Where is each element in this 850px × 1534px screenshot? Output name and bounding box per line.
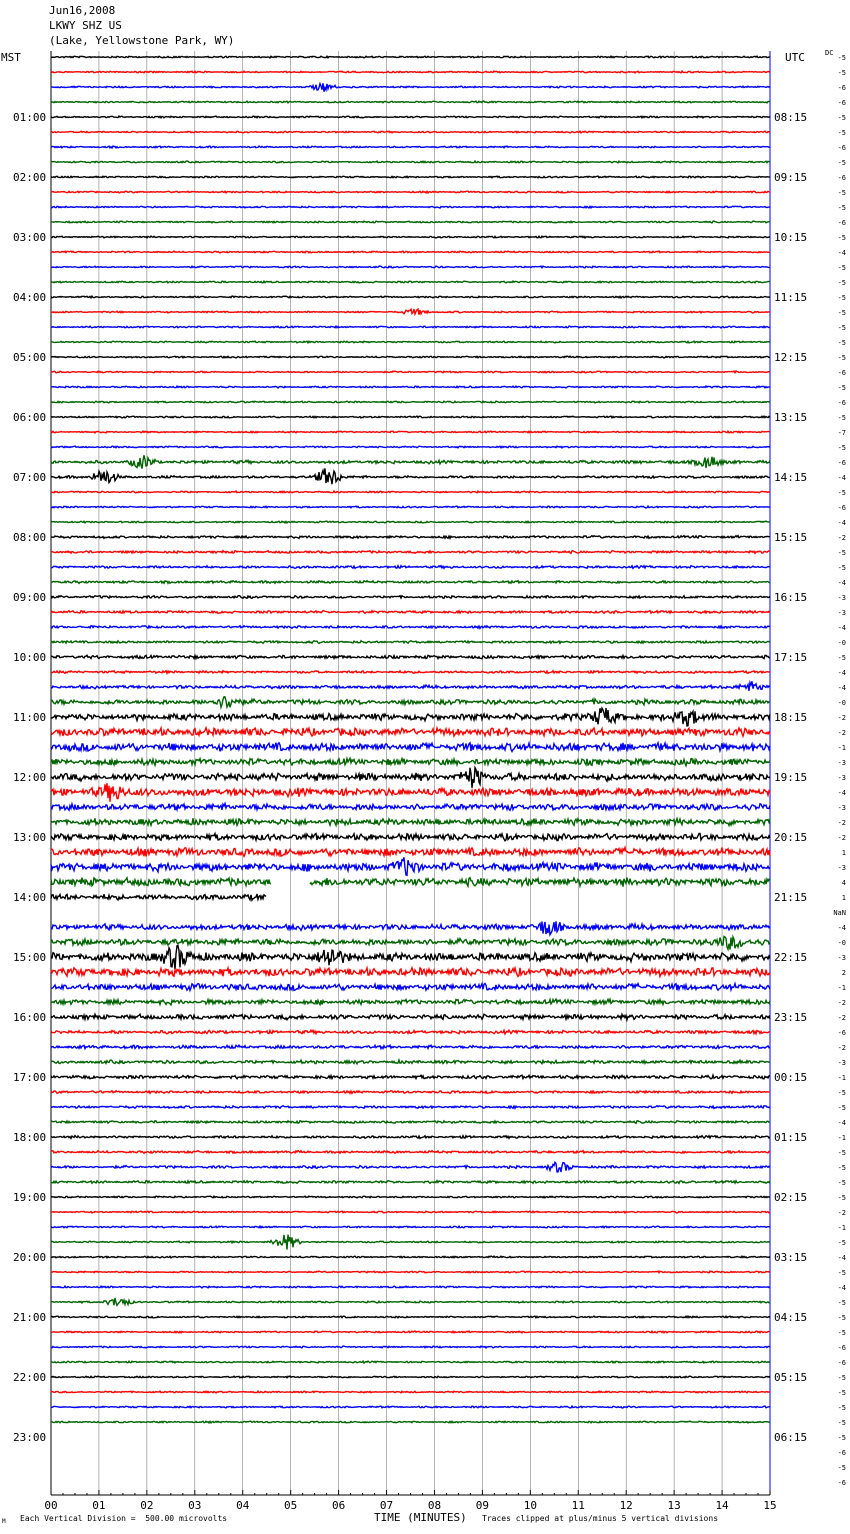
right-hour-label: 23:15 bbox=[774, 1011, 808, 1024]
left-hour-label: 07:00 bbox=[13, 471, 47, 484]
dc-offset-value: -6 bbox=[837, 1479, 846, 1487]
trace-row bbox=[51, 116, 770, 118]
x-tick-label: 07 bbox=[379, 1499, 394, 1512]
scale-note: Each Vertical Division = 500.00 microvolts bbox=[20, 1514, 228, 1523]
dc-offset-value: -4 bbox=[837, 1254, 846, 1262]
dc-offset-value: -3 bbox=[837, 1059, 846, 1067]
trace-row bbox=[51, 1346, 770, 1348]
dc-offset-value: -5 bbox=[837, 1419, 846, 1427]
trace-row bbox=[51, 521, 770, 523]
right-hour-label: 08:15 bbox=[774, 111, 808, 124]
trace-row bbox=[51, 999, 770, 1005]
trace-row bbox=[51, 1091, 770, 1094]
trace-row bbox=[51, 221, 770, 223]
trace-row bbox=[51, 1211, 770, 1213]
dc-offset-value: -6 bbox=[837, 459, 846, 467]
x-tick-label: 02 bbox=[140, 1499, 154, 1512]
right-hour-label: 18:15 bbox=[774, 711, 808, 724]
trace-row bbox=[51, 1235, 770, 1250]
dc-offset-value: -4 bbox=[837, 669, 846, 677]
x-tick-label: 05 bbox=[284, 1499, 298, 1512]
dc-offset-value: -5 bbox=[837, 1104, 846, 1112]
dc-offset-value: -3 bbox=[837, 594, 846, 602]
trace-row bbox=[51, 566, 770, 569]
left-hour-label: 13:00 bbox=[13, 831, 47, 844]
left-hour-label: 05:00 bbox=[13, 351, 47, 364]
dc-offset-value: -5 bbox=[837, 159, 846, 167]
dc-offset-value: -1 bbox=[837, 1224, 846, 1232]
dc-offset-value: -5 bbox=[837, 114, 846, 122]
right-hour-label: 14:15 bbox=[774, 471, 808, 484]
trace-row bbox=[51, 1361, 770, 1363]
dc-offset-value: 4 bbox=[841, 879, 846, 887]
left-hour-label: 19:00 bbox=[13, 1191, 47, 1204]
trace-row bbox=[51, 596, 770, 599]
right-hour-label: 17:15 bbox=[774, 651, 808, 664]
dc-offset-value: -5 bbox=[837, 1434, 846, 1442]
station-code: LKWY SHZ US bbox=[49, 19, 122, 32]
trace-row bbox=[51, 611, 770, 614]
dc-offset-value: -4 bbox=[837, 1284, 846, 1292]
right-hour-label: 12:15 bbox=[774, 351, 808, 364]
trace-row bbox=[51, 236, 770, 238]
dc-offset-value: -0 bbox=[837, 699, 846, 707]
corner-mark: M bbox=[2, 1518, 6, 1525]
trace-row bbox=[51, 131, 770, 133]
dc-offset-value: -5 bbox=[837, 564, 846, 572]
dc-offset-value: -5 bbox=[837, 189, 846, 197]
trace-row bbox=[51, 1421, 770, 1423]
right-hour-label: 02:15 bbox=[774, 1191, 808, 1204]
trace-row bbox=[51, 1391, 770, 1393]
trace-row bbox=[51, 708, 770, 726]
trace-row bbox=[51, 161, 770, 163]
dc-offset-value: -4 bbox=[837, 519, 846, 527]
trace-row bbox=[51, 1226, 770, 1228]
trace-row bbox=[51, 401, 770, 403]
dc-offset-value: -3 bbox=[837, 954, 846, 962]
dc-offset-value: 2 bbox=[841, 969, 846, 977]
dc-offset-value: -5 bbox=[837, 654, 846, 662]
dc-offset-value: -4 bbox=[837, 249, 846, 257]
dc-offset-value: -6 bbox=[837, 1359, 846, 1367]
left-hour-label: 21:00 bbox=[13, 1311, 47, 1324]
trace-row bbox=[51, 446, 770, 448]
dc-offset-value: -5 bbox=[837, 1389, 846, 1397]
dc-offset-value: -5 bbox=[837, 1329, 846, 1337]
dc-offset-value: -5 bbox=[837, 1164, 846, 1172]
trace-row bbox=[51, 833, 770, 841]
trace-row bbox=[51, 468, 770, 484]
dc-offset-value: -5 bbox=[837, 1179, 846, 1187]
dc-offset-value: -5 bbox=[837, 1374, 846, 1382]
trace-row bbox=[51, 356, 770, 358]
dc-offset-value: -3 bbox=[837, 864, 846, 872]
left-hour-label: 14:00 bbox=[13, 891, 47, 904]
trace-row bbox=[51, 551, 770, 554]
dc-offset-value: -5 bbox=[837, 204, 846, 212]
right-hour-label: 04:15 bbox=[774, 1311, 808, 1324]
trace-row bbox=[51, 626, 770, 629]
dc-offset-value: -5 bbox=[837, 234, 846, 242]
dc-offset-value: -3 bbox=[837, 774, 846, 782]
trace-row bbox=[51, 641, 770, 644]
dc-offset-header: DC bbox=[825, 49, 834, 57]
trace-row bbox=[51, 1060, 770, 1064]
dc-offset-value: -5 bbox=[837, 1194, 846, 1202]
left-hour-label: 11:00 bbox=[13, 711, 47, 724]
dc-offset-value: -6 bbox=[837, 84, 846, 92]
x-tick-label: 06 bbox=[331, 1499, 346, 1512]
dc-offset-value: -5 bbox=[837, 1314, 846, 1322]
right-hour-label: 11:15 bbox=[774, 291, 808, 304]
trace-row bbox=[51, 1075, 770, 1079]
trace-row bbox=[51, 309, 770, 315]
x-tick-label: 04 bbox=[236, 1499, 250, 1512]
x-tick-label: 08 bbox=[427, 1499, 442, 1512]
trace-row bbox=[51, 101, 770, 103]
right-hour-label: 22:15 bbox=[774, 951, 808, 964]
dc-offset-value: -5 bbox=[837, 1239, 846, 1247]
trace-row bbox=[51, 968, 770, 977]
trace-row bbox=[51, 878, 770, 887]
dc-offset-value: -5 bbox=[837, 279, 846, 287]
clip-note: Traces clipped at plus/minus 5 vertical divisions bbox=[482, 1514, 719, 1523]
dc-offset-value: -6 bbox=[837, 99, 846, 107]
trace-row bbox=[51, 984, 770, 991]
trace-row bbox=[51, 146, 770, 148]
x-axis-title: TIME (MINUTES) bbox=[374, 1511, 467, 1524]
trace-row bbox=[51, 1014, 770, 1020]
trace-row bbox=[51, 848, 770, 857]
dc-offset-value: -6 bbox=[837, 174, 846, 182]
left-timezone-label: MST bbox=[1, 51, 21, 64]
trace-row bbox=[51, 1331, 770, 1333]
dc-offset-value: -6 bbox=[837, 219, 846, 227]
trace-row bbox=[51, 491, 770, 493]
dc-offset-value: -5 bbox=[837, 354, 846, 362]
trace-row bbox=[51, 697, 770, 708]
right-hour-label: 01:15 bbox=[774, 1131, 808, 1144]
trace-row bbox=[51, 671, 770, 674]
left-hour-label: 15:00 bbox=[13, 951, 47, 964]
right-hour-label: 03:15 bbox=[774, 1251, 808, 1264]
dc-offset-value: -5 bbox=[837, 444, 846, 452]
trace-row bbox=[51, 191, 770, 193]
trace-row bbox=[51, 655, 770, 659]
trace-row bbox=[51, 783, 770, 802]
dc-offset-value: -3 bbox=[837, 759, 846, 767]
trace-row bbox=[51, 857, 770, 875]
trace-row bbox=[51, 1376, 770, 1378]
right-hour-label: 21:15 bbox=[774, 891, 808, 904]
trace-row bbox=[51, 804, 770, 811]
trace-row bbox=[51, 281, 770, 283]
trace-row bbox=[51, 1106, 770, 1109]
trace-row bbox=[51, 1196, 770, 1198]
trace-row bbox=[51, 1271, 770, 1273]
x-tick-label: 11 bbox=[571, 1499, 585, 1512]
dc-offset-value: -5 bbox=[837, 549, 846, 557]
dc-offset-value: -4 bbox=[837, 684, 846, 692]
left-hour-label: 16:00 bbox=[13, 1011, 47, 1024]
right-hour-label: 10:15 bbox=[774, 231, 808, 244]
dc-offset-value: -5 bbox=[837, 414, 846, 422]
dc-offset-value: -5 bbox=[837, 69, 846, 77]
left-hour-label: 02:00 bbox=[13, 171, 47, 184]
left-hour-label: 03:00 bbox=[13, 231, 47, 244]
left-hour-label: 12:00 bbox=[13, 771, 47, 784]
trace-row bbox=[51, 341, 770, 343]
trace-row bbox=[51, 1406, 770, 1408]
right-hour-label: 19:15 bbox=[774, 771, 808, 784]
trace-row bbox=[51, 83, 770, 92]
dc-offset-value: -2 bbox=[837, 534, 846, 542]
dc-offset-value: 1 bbox=[841, 849, 846, 857]
trace-row bbox=[51, 1181, 770, 1184]
trace-row bbox=[51, 266, 770, 268]
trace-row bbox=[51, 206, 770, 208]
x-tick-label: 00 bbox=[44, 1499, 58, 1512]
dc-offset-value: -5 bbox=[837, 1464, 846, 1472]
dc-offset-value: -4 bbox=[837, 624, 846, 632]
right-hour-label: 20:15 bbox=[774, 831, 808, 844]
trace-row bbox=[51, 936, 770, 949]
dc-offset-value: -1 bbox=[837, 1134, 846, 1142]
trace-row bbox=[51, 1286, 770, 1288]
left-hour-label: 17:00 bbox=[13, 1071, 47, 1084]
dc-offset-value: 1 bbox=[841, 894, 846, 902]
trace-row bbox=[51, 506, 770, 508]
dc-offset-value: -5 bbox=[837, 309, 846, 317]
dc-offset-value: -5 bbox=[837, 264, 846, 272]
x-tick-label: 14 bbox=[715, 1499, 729, 1512]
trace-row bbox=[51, 1121, 770, 1124]
dc-offset-value: -4 bbox=[837, 789, 846, 797]
trace-row bbox=[51, 894, 770, 900]
trace-row bbox=[51, 71, 770, 73]
trace-row bbox=[51, 56, 770, 58]
dc-offset-value: -5 bbox=[837, 384, 846, 392]
trace-row bbox=[51, 1316, 770, 1318]
dc-offset-value: -5 bbox=[837, 324, 846, 332]
x-tick-label: 13 bbox=[667, 1499, 681, 1512]
dc-offset-value: -2 bbox=[837, 714, 846, 722]
dc-offset-value: -0 bbox=[837, 639, 846, 647]
trace-row bbox=[51, 743, 770, 752]
trace-row bbox=[51, 1045, 770, 1048]
trace-row bbox=[51, 1151, 770, 1154]
dc-offset-value: -5 bbox=[837, 294, 846, 302]
trace-row bbox=[51, 728, 770, 736]
dc-offset-value: -5 bbox=[837, 339, 846, 347]
dc-offset-value: -1 bbox=[837, 984, 846, 992]
dc-offset-value: -6 bbox=[837, 1029, 846, 1037]
dc-offset-value: -5 bbox=[837, 1089, 846, 1097]
trace-row bbox=[51, 176, 770, 178]
dc-offset-value: -5 bbox=[837, 1149, 846, 1157]
dc-offset-value: -6 bbox=[837, 1449, 846, 1457]
seismic-traces bbox=[51, 56, 770, 1423]
right-hour-label: 15:15 bbox=[774, 531, 808, 544]
trace-row bbox=[51, 1030, 770, 1034]
dc-offset-value: -2 bbox=[837, 834, 846, 842]
dc-offset-value: -6 bbox=[837, 1344, 846, 1352]
dc-offset-value: -5 bbox=[837, 129, 846, 137]
left-hour-label: 22:00 bbox=[13, 1371, 47, 1384]
right-hour-label: 16:15 bbox=[774, 591, 808, 604]
x-tick-label: 10 bbox=[523, 1499, 537, 1512]
dc-offset-value: -1 bbox=[837, 1074, 846, 1082]
trace-row bbox=[51, 1256, 770, 1258]
left-hour-label: 01:00 bbox=[13, 111, 47, 124]
dc-offset-value: -2 bbox=[837, 1209, 846, 1217]
left-hour-label: 06:00 bbox=[13, 411, 47, 424]
right-timezone-label: UTC bbox=[785, 51, 805, 64]
dc-offset-value: -3 bbox=[837, 804, 846, 812]
trace-row bbox=[51, 758, 770, 765]
dc-offset-value: -6 bbox=[837, 504, 846, 512]
right-hour-label: 05:15 bbox=[774, 1371, 808, 1384]
dc-offset-value: -5 bbox=[837, 1404, 846, 1412]
trace-row bbox=[51, 1298, 770, 1306]
trace-row bbox=[51, 768, 770, 788]
dc-offset-value: -5 bbox=[837, 1269, 846, 1277]
x-tick-label: 03 bbox=[188, 1499, 202, 1512]
trace-row bbox=[51, 681, 770, 691]
time-axis bbox=[44, 1490, 776, 1512]
trace-row bbox=[51, 536, 770, 539]
dc-offset-value: -2 bbox=[837, 729, 846, 737]
x-tick-label: 01 bbox=[92, 1499, 106, 1512]
left-hour-label: 23:00 bbox=[13, 1431, 47, 1444]
dc-offset-value: -5 bbox=[837, 1299, 846, 1307]
dc-offset-value: -2 bbox=[837, 1014, 846, 1022]
x-tick-label: 15 bbox=[763, 1499, 777, 1512]
dc-offset-value: -1 bbox=[837, 744, 846, 752]
left-hour-label: 04:00 bbox=[13, 291, 47, 304]
dc-offset-value: -5 bbox=[837, 489, 846, 497]
dc-offset-value: -4 bbox=[837, 579, 846, 587]
dc-offset-value: -0 bbox=[837, 939, 846, 947]
trace-row bbox=[51, 431, 770, 433]
trace-row bbox=[51, 921, 770, 935]
trace-row bbox=[51, 581, 770, 584]
right-hour-label: 09:15 bbox=[774, 171, 808, 184]
dc-offset-value: -6 bbox=[837, 144, 846, 152]
dc-offset-value: -3 bbox=[837, 609, 846, 617]
right-hour-label: 06:15 bbox=[774, 1431, 808, 1444]
dc-offset-value: -2 bbox=[837, 1044, 846, 1052]
dc-offset-value: -4 bbox=[837, 1119, 846, 1127]
dc-offset-value: -5 bbox=[837, 54, 846, 62]
dc-offset-value: -6 bbox=[837, 399, 846, 407]
trace-row bbox=[51, 371, 770, 373]
left-hour-label: 18:00 bbox=[13, 1131, 47, 1144]
x-tick-label: 09 bbox=[475, 1499, 490, 1512]
trace-row bbox=[51, 251, 770, 253]
trace-row bbox=[51, 455, 770, 468]
trace-row bbox=[51, 818, 770, 825]
left-hour-label: 10:00 bbox=[13, 651, 47, 664]
right-hour-label: 13:15 bbox=[774, 411, 808, 424]
station-location: (Lake, Yellowstone Park, WY) bbox=[49, 34, 235, 47]
dc-offset-value: -4 bbox=[837, 474, 846, 482]
left-hour-label: 08:00 bbox=[13, 531, 47, 544]
trace-row bbox=[51, 386, 770, 388]
dc-offset-value: -2 bbox=[837, 819, 846, 827]
trace-row bbox=[51, 326, 770, 328]
trace-row bbox=[51, 416, 770, 418]
dc-offset-value: NaN bbox=[833, 909, 846, 917]
left-hour-label: 20:00 bbox=[13, 1251, 47, 1264]
trace-row bbox=[51, 1162, 770, 1172]
x-tick-label: 12 bbox=[619, 1499, 633, 1512]
dc-offset-value: -6 bbox=[837, 369, 846, 377]
trace-row bbox=[51, 946, 770, 970]
right-hour-label: 00:15 bbox=[774, 1071, 808, 1084]
dc-offset-value: -4 bbox=[837, 924, 846, 932]
station-date: Jun16,2008 bbox=[49, 4, 116, 17]
dc-offset-value: -2 bbox=[837, 999, 846, 1007]
trace-row bbox=[51, 1136, 770, 1139]
trace-row bbox=[51, 296, 770, 298]
dc-offset-value: -7 bbox=[837, 429, 846, 437]
left-hour-label: 09:00 bbox=[13, 591, 47, 604]
